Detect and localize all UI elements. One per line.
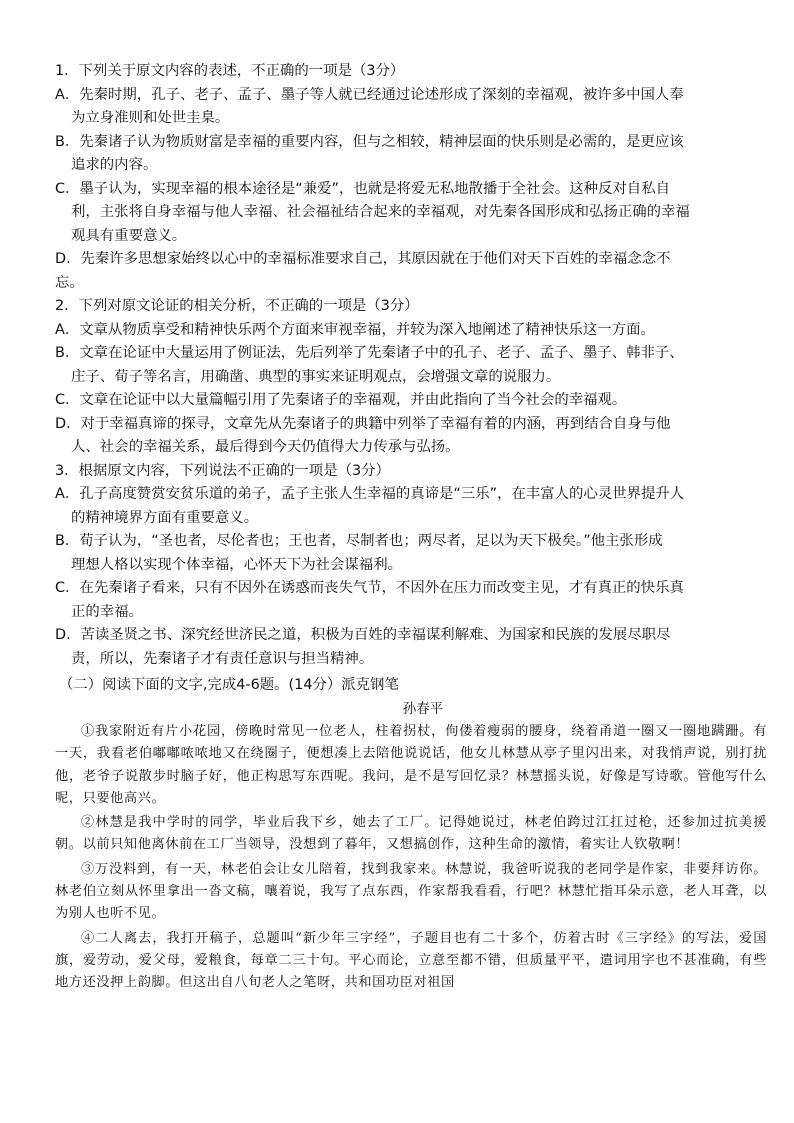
question-1-option-c: C．墨子认为，实现幸福的根本途径是“兼爱”，也就是将爱无私地散播于全社会。这种反对自私自 [55, 180, 670, 197]
question-1-option-d: D．先秦许多思想家始终以心中的幸福标准要求自己，其原因就在于他们对天下百姓的幸福念念不 [55, 251, 671, 267]
question-1-option-b: B．先秦诸子认为物质财富是幸福的重要内容，但与之相较，精神层面的快乐则是必需的，是更应该 [55, 133, 684, 150]
question-3-option-b: B．荀子认为，“圣也者，尽伦者也；王也者，尽制者也；两尽者，足以为天下极矣。”他主张形成 [55, 533, 663, 549]
question-2-option-d: D．对于幸福真谛的探寻，文章先从先秦诸子的典籍中列举了幸福有着的内涵，再到结合自身与他 [55, 415, 671, 432]
reading-section [55, 674, 767, 997]
section-heading: （二）阅读下面的文字,完成4-6题。(14分）派克钢笔 [59, 677, 399, 693]
passage-author: 孙春平 [402, 701, 444, 717]
question-2-option-d-cont: 人、社会的幸福关系，最后得到今天仍值得大力传承与弘扬。 [71, 439, 460, 455]
question-1-option-c-cont2: 观具有重要意义。 [71, 227, 187, 244]
question-1-option-c-cont: 利，主张将自身幸福与他人幸福、社会福祉结合起来的幸福观，对先秦各国形成和弘扬正确的幸福 [71, 204, 690, 220]
question-1-option-b-cont: 追求的内容。 [71, 157, 158, 173]
question-3-option-d: D．苦读圣贤之书、深究经世济民之道，积极为百姓的幸福谋利解难、为国家和民族的发展尽职尽 [55, 627, 671, 643]
question-2-stem: 2．下列对原文论证的相关分析，不正确的一项是（3分） [55, 298, 419, 314]
questions-block [55, 60, 767, 671]
question-1-option-a: A．先秦时期，孔子、老子、孟子、墨子等人就已经通过论述形成了深刻的幸福观，被许多中国人奉 [55, 86, 684, 103]
question-3-option-a-cont: 的精神境界方面有重要意义。 [71, 509, 259, 526]
question-3-option-c-cont: 正的幸福。 [71, 603, 143, 620]
question-2-option-b-cont: 庄子、荀子等名言，用确凿、典型的事实来证明观点，会增强文章的说服力。 [71, 368, 561, 385]
question-3-option-d-cont: 责，所以，先秦诸子才有责任意识与担当精神。 [71, 650, 374, 667]
question-2-option-c: C．文章在论证中以大量篇幅引用了先秦诸子的幸福观，并由此指向了当今社会的幸福观。 [55, 392, 627, 408]
question-2-option-b: B．文章在论证中大量运用了例证法，先后列举了先秦诸子中的孔子、老子、孟子、墨子、韩非子、 [55, 345, 684, 361]
passage-paragraph-4: ④二人离去，我打开稿子，总题叫“新少年三字经”，子题目也有二十多个，仿着古时《三字经》的写法，爱国旗，爱劳动，爱父母，爱粮食，每章二三十句。平心而论，立意至都不错，但质量平平，遣词用字也不甚准确，有些地方还没押上韵脚。但这出自八旬老人之笔呀，共和国功臣对祖国 [55, 930, 767, 991]
question-1-option-d-cont: 忘。 [55, 274, 84, 291]
question-1-option-a-cont: 为立身准则和处世圭臬。 [71, 110, 230, 126]
passage-paragraph-3: ③万没料到，有一天，林老伯会让女儿陪着，找到我家来。林慧说，我爸听说我的老同学是作家，非要拜访你。林老伯立刻从怀里拿出一沓文稿，嚷着说，我写了点东西，作家帮我看看，行吧？林慧忙指耳朵示意，老人耳聋，以为别人也听不见。 [55, 861, 767, 922]
question-3-option-a: A．孔子高度赞赏安贫乐道的弟子，孟子主张人生幸福的真谛是“三乐”，在丰富人的心灵世界提升人 [55, 486, 685, 502]
question-1-stem: 1．下列关于原文内容的表述，不正确的一项是（3分） [55, 63, 405, 79]
question-3-option-c: C．在先秦诸子看来，只有不因外在诱惑而丧失气节，不因外在压力而改变主见，才有真正的快乐真 [55, 580, 684, 596]
question-3-option-b-cont: 理想人格以实现个体幸福，心怀天下为社会谋福利。 [71, 556, 402, 573]
question-2-option-a: A．文章从物质享受和精神快乐两个方面来审视幸福，并较为深入地阐述了精神快乐这一方面。 [55, 321, 655, 338]
question-3-stem: 3．根据原文内容，下列说法不正确的一项是（3分） [55, 462, 390, 479]
passage-paragraph-2: ②林慧是我中学时的同学，毕业后我下乡，她去了工厂。记得她说过，林老伯跨过江扛过枪，还参加过抗美援朝。以前只知他离休前在工厂当领导，没想到了暮年，又想搞创作，这种生命的激情，着实让人钦敬啊！ [55, 815, 767, 853]
passage-paragraph-1: ①我家附近有片小花园，傍晚时常见一位老人，柱着拐杖，佝偻着瘦弱的腰身，绕着甬道一圈又一圈地蹒跚。有一天，我看老伯嘟嘟哝哝地又在绕圈子，便想凑上去陪他说说话，他女儿林慧从亭子里闪出来，对我悄声说，别打扰他，老爷子说散步时脑子好，他正构思写东西呢。我问，是不是写回忆录？林慧摇头说，好像是写诗歌。管他写什么呢，只要他高兴。 [55, 724, 767, 806]
